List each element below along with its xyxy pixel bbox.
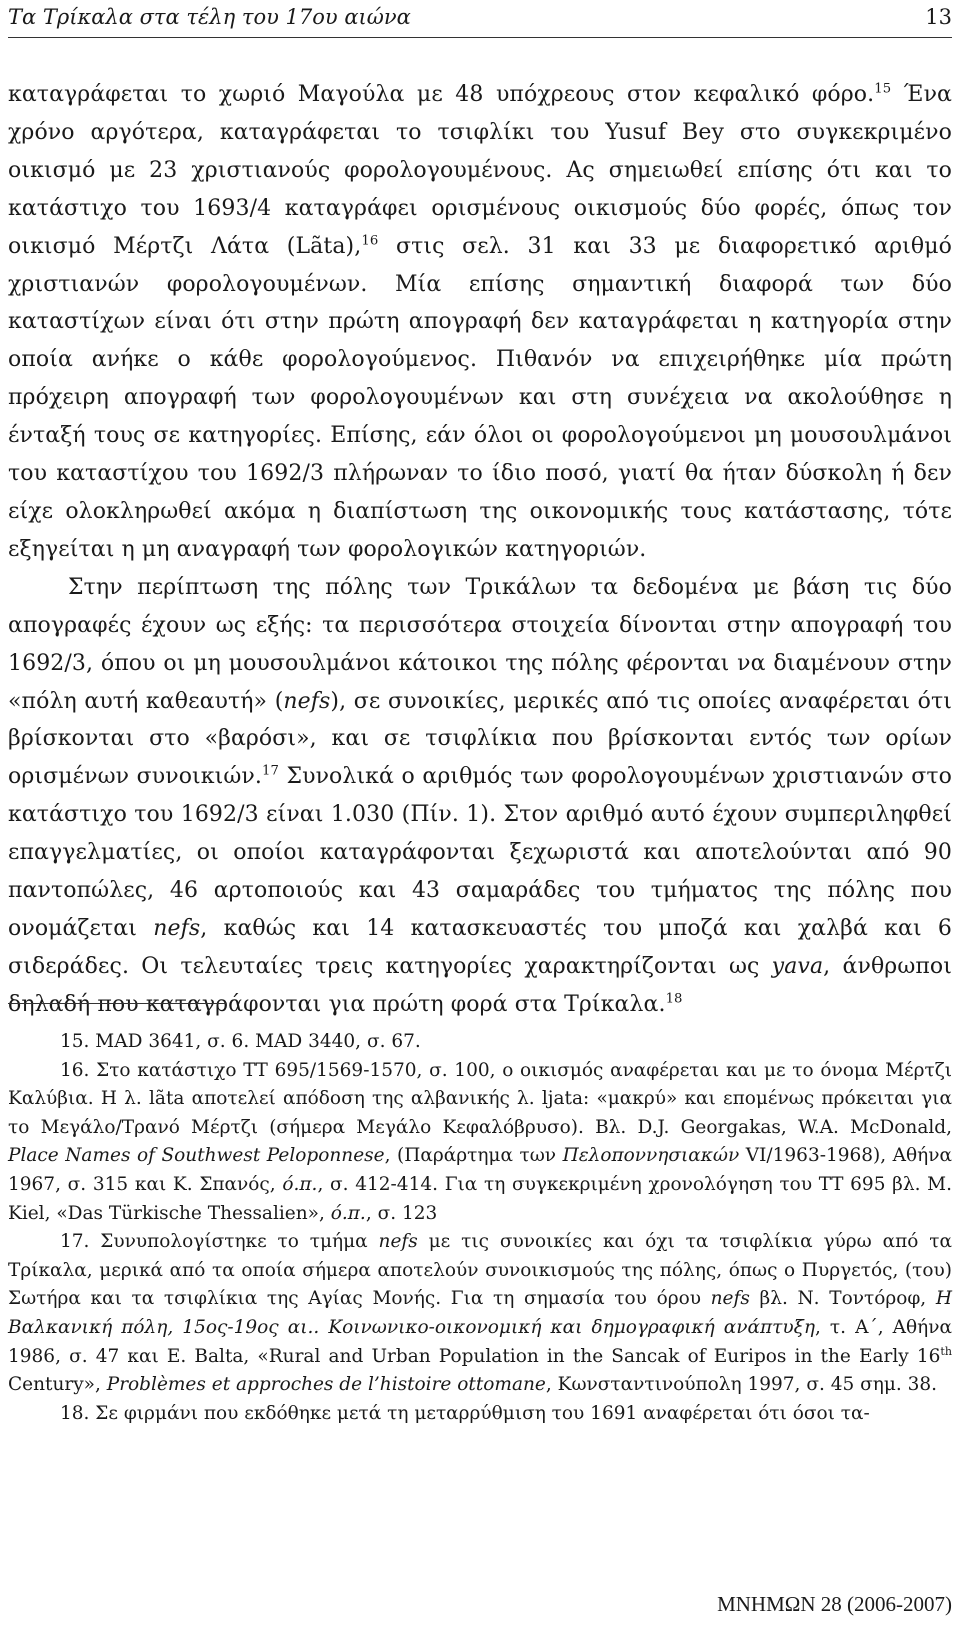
running-header [8,2,952,36]
footnote-ref-15: 15 [874,81,892,97]
main-text [8,76,952,1024]
running-title: Τα Τρίκαλα στα τέλη του 17ου αιώνα [8,5,411,29]
running-footer: ΜΝΗΜΩΝ 28 (2006-2007) [717,1592,952,1616]
footnote-18: 18. Σε φιρμάνι που εκδόθηκε μετά τη μεταρρύθμιση του 1691 αναφέρεται ότι όσοι τα- [60,1402,870,1424]
document-page [8,0,952,1628]
header-rule [8,37,952,38]
footnote-16: 16. Στο κατάστιχο ΤΤ 695/1569-1570, σ. 100, ο οικισμός αναφέρεται και με το όνομα Μέρτζι Καλύβια. Η λ. lãta αποτελεί απόδοση της αλβανικής λ. ljata: «μακρύ» και επομένως πρόκειται για το Μεγάλο/Τρανό Μέρτζι (σήμερα Μεγάλο Κεφαλόβρυσο). Βλ. D.J. Georgakas, W.A. McDonald, Place Names of Southwest Peloponnese, (Παράρτημα των Πελοποννησιακών VI/1963-1968), Αθήνα 1967, σ. 315 και Κ. Σπανός, ό.π., σ. 412-414. Για τη συγκεκριμένη χρονολόγηση του ΤΤ 695 βλ. M. Kiel, «Das Türkische Thessalien», ό.π., σ. 123 [8,1059,952,1224]
footnote-15: 15. MAD 3641, σ. 6. MAD 3440, σ. 67. [60,1031,421,1052]
footnote-17: 17. Συνυπολογίστηκε το τμήμα nefs με τις συνοικίες και όχι τα τσιφλίκια γύρω από τα Τρίκαλα, μερικά από τα οποία σήμερα αποτελούν συνοικισμούς της πόλης, όπως ο Πυργετός, (του) Σωτήρα και τα τσιφλίκια της Αγίας Μονής. Για τη σημασία του όρου nefs βλ. Ν. Τοντόροφ, Η Βαλκανική πόλη, 15ος-19ος αι.. Κοινωνικο-οικονομική και δημογραφική ανάπτυξη, τ. Α΄, Αθήνα 1986, σ. 47 και E. Balta, «Rural and Urban Population in the Sancak of Euripos in the Early 16th Century», Problèmes et approches de l’histoire ottomane, Κωνσταντινούπολη 1997, σ. 45 σημ. 38. [8,1231,953,1396]
footnotes [8,1028,952,1428]
paragraph-1: καταγράφεται το χωριό Μαγούλα με 48 υπόχρεους στον κεφαλικό φόρο.$^{15}$ Ένα χρόνο αργότερα, καταγράφεται το τσιφλίκι του Yusuf Bey στο συγκεκριμένο οικισμό με 23 χριστιανούς φορολογουμένους. Ας σημειωθεί επίσης ότι και το κατάστιχο του 1693/4 καταγράφει ορισμένους οικισμούς δύο φορές, όπως τον οικισμό Μέρτζι Λάτα (Lãta),$^{16}$ στις σελ. 31 και 33 με διαφορετικό αριθμό χριστιανών φορολογουμένων. Μία επίσης σημαντική διαφορά των δύο καταστίχων είναι ότι στην πρώτη απογραφή δεν καταγράφεται η κατηγορία στην οποία ανήκε ο κάθε φορολογούμενος. Πιθανόν να επιχειρήθηκε μία πρώτη πρόχειρη απογραφή των φορολογουμένων και στη συνέχεια να ακολούθησε η ένταξή τους σε κατηγορίες. Επίσης, εάν όλοι οι φορολογούμενοι μη μουσουλμάνοι του καταστίχου του 1692/3 πλήρωναν το ίδιο ποσό, γιατί θα ήταν δύσκολη ή δεν είχε ολοκληρωθεί ακόμα η διαπίστωση της οικονομικής τους κατάστασης, τότε εξηγείται η μη αναγραφή των φορολογικών κατηγοριών. [8,81,952,562]
footnote-separator [8,1003,226,1004]
footnote-ref-16: 16 [361,233,379,249]
footnote-ref-17: 17 [261,763,279,779]
paragraph-2: Στην περίπτωση της πόλης των Τρικάλων τα δεδομένα με βάση τις δύο απογραφές έχουν ως εξής: τα περισσότερα στοιχεία δίνονται στην απογραφή του 1692/3, όπου οι μη μουσουλμάνοι κάτοικοι της πόλης φέρονται να διαμένουν στην «πόλη αυτή καθεαυτή» (nefs), σε συνοικίες, μερικές από τις οποίες αναφέρεται ότι βρίσκονται στο «βαρόσι», και σε τσιφλίκια που βρίσκονται εντός των ορίων ορισμένων συνοικιών.$^{17}$ Συνολικά ο αριθμός των φορολογουμένων χριστιανών στο κατάστιχο του 1692/3 είναι 1.030 (Πίν. 1). Στον αριθμό αυτό έχουν συμπεριληφθεί επαγγελματίες, οι οποίοι καταγράφονται ξεχωριστά και αποτελούνται από 90 παντοπώλες, 46 αρτοποιούς και 43 σαμαράδες του τμήματος της πόλης που ονομάζεται nefs, καθώς και 14 κατασκευαστές του μποζά και χαλβά και 6 σιδεράδες. Οι τελευταίες τρεις κατηγορίες χαρακτηρίζονται ως yava, άνθρωποι δηλαδή που καταγράφονται για πρώτη φορά στα Τρίκαλα.$^{18}$ [8,574,952,1017]
page-number: 13 [925,5,952,29]
footnote-ref-18: 18 [665,991,683,1007]
